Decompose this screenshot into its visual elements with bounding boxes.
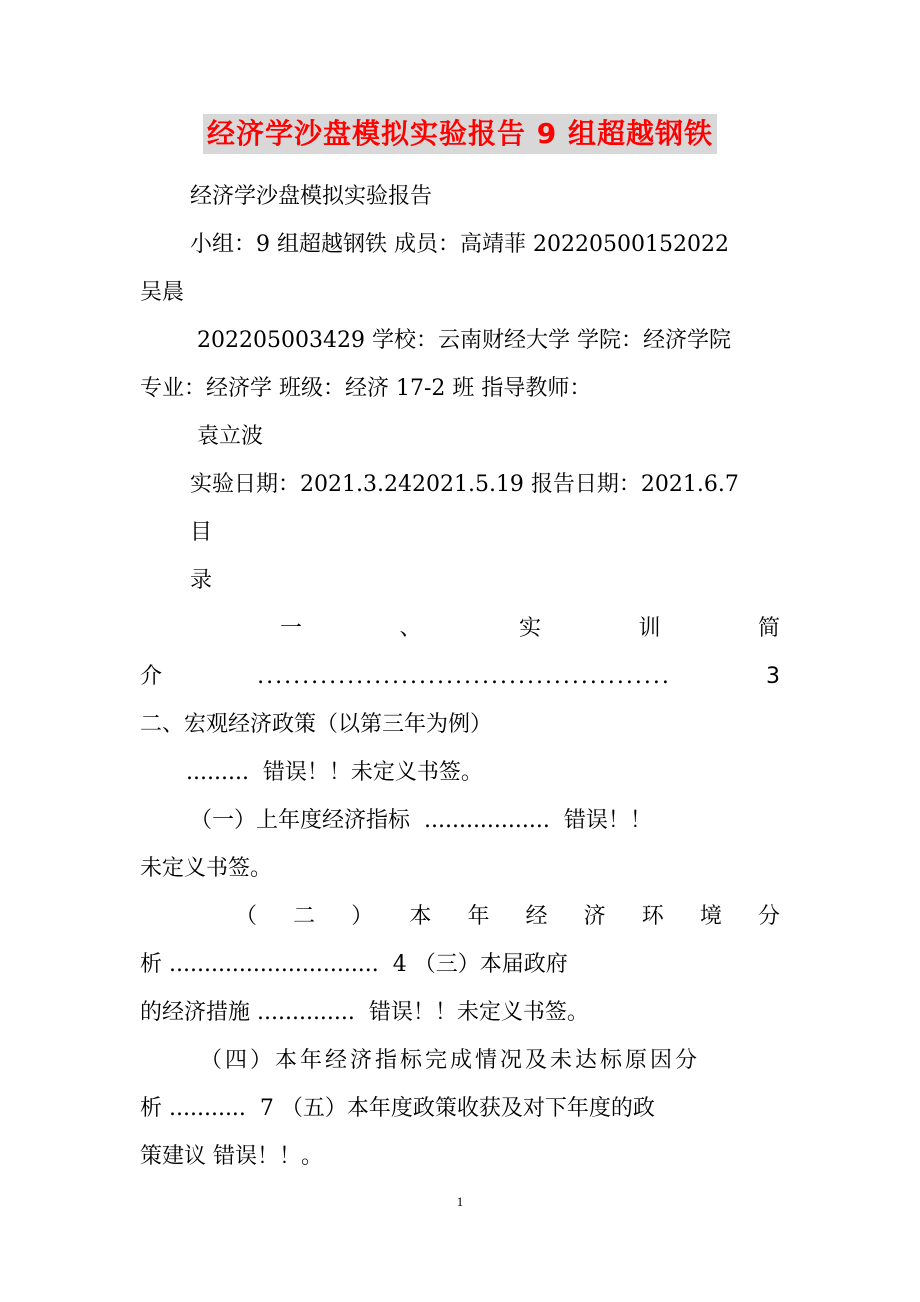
document-title-text: 经济学沙盘模拟实验报告 9 组超越钢铁 [203,114,717,154]
toc-item-1-line2[interactable] [140,662,780,692]
toc-char: 、 [399,616,422,641]
toc-item-2-4-cont[interactable]: 析 ........... 7 （五）本年度政策收获及对下年度的政 [140,1096,655,1121]
toc-char: 本 [409,904,432,929]
instructor-line: 袁立波 [190,424,263,449]
dates-line: 实验日期：2021.3.242021.5.19 报告日期：2021.6.7 [190,472,739,497]
toc-label: 介 [140,664,163,689]
toc-char: 实 [518,616,541,641]
toc-item-2[interactable]: 二、宏观经济政策（以第三年为例） [140,712,493,737]
toc-item-2-2-cont[interactable]: 析 .............................. 4 （三）本届政府 [140,952,568,977]
toc-item-1-line1[interactable] [140,614,780,644]
toc-item-2-3-cont[interactable]: 的经济措施 .............. 错误！！未定义书签。 [140,1000,589,1025]
toc-char: 境 [699,904,722,929]
toc-item-2-cont[interactable]: ......... 错误！！未定义书签。 [186,760,483,785]
toc-page-number: 3 [765,664,780,689]
toc-char: 训 [638,616,661,641]
document-title [0,114,920,154]
toc-char: 分 [757,904,780,929]
toc-item-2-5-cont[interactable]: 策建议 错误！！。 [140,1144,323,1169]
school-line: 202205003429 学校：云南财经大学 学院：经济学院 [190,328,731,353]
member-name-line: 吴晨 [140,280,185,305]
toc-char: 二 [293,904,316,929]
toc-char: 环 [641,904,664,929]
toc-item-2-2[interactable] [140,902,780,932]
page-number: 1 [456,1194,464,1209]
toc-item-2-1[interactable]: （一）上年度经济指标 .................. 错误！！ [190,808,652,833]
major-class-line: 专业：经济学 班级：经济 17-2 班 指导教师： [140,376,592,401]
toc-heading-part2: 录 [190,568,213,593]
toc-item-2-1-cont[interactable]: 未定义书签。 [140,856,273,881]
toc-char: 简 [757,616,780,641]
toc-heading-part1: 目 [190,520,213,545]
toc-char: （ [235,904,258,929]
toc-char: 年 [467,904,490,929]
toc-char: 经 [525,904,548,929]
toc-char: 济 [583,904,606,929]
group-members-line: 小组：9 组超越钢铁 成员：高靖菲 20220500152022 [190,232,729,257]
toc-char: ） [351,904,374,929]
toc-leader-dots: .............................................. [257,664,671,689]
toc-char: 一 [280,616,303,641]
toc-item-2-4[interactable]: （四）本年经济指标完成情况及未达标原因分 [200,1048,701,1073]
report-subtitle: 经济学沙盘模拟实验报告 [190,184,433,209]
